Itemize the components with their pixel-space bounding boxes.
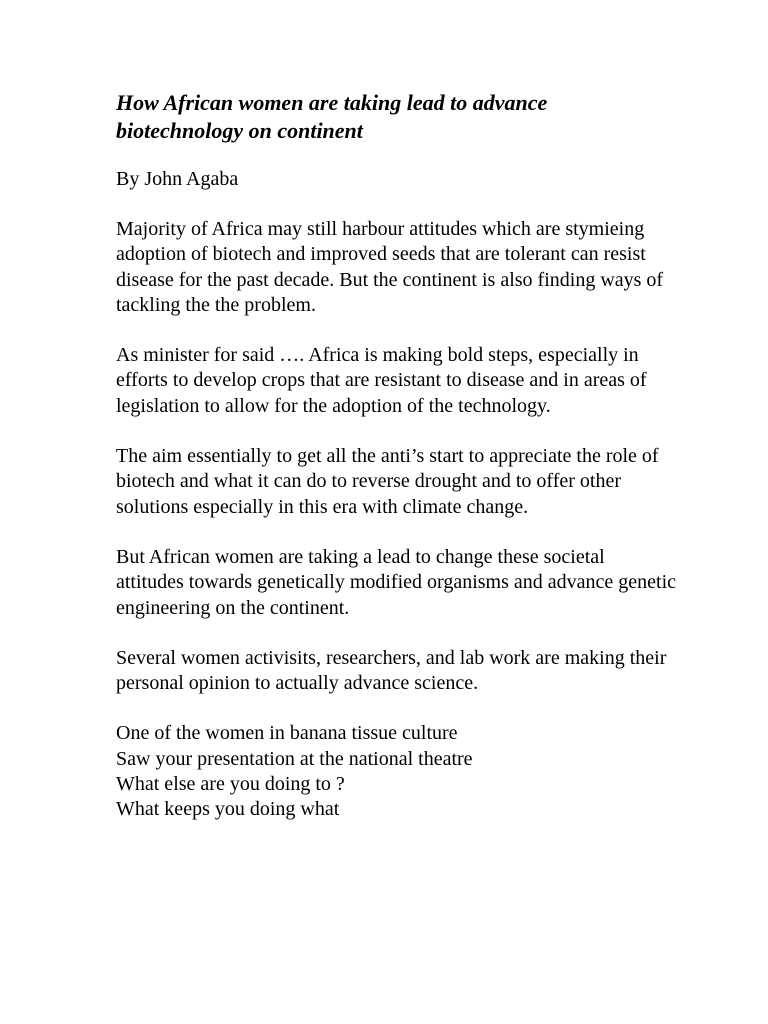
notes-list [116,721,676,822]
paragraph-5: Several women activisits, researchers, and lab work are making their personal opinion to actually advance science. [116,646,667,695]
paragraph-1: Majority of Africa may still harbour attitudes which are stymieing adoption of biotech and improved seeds that are tolerant can resist disease for the past decade. But the continent is also finding ways of tackling the the problem. [116,218,664,316]
note-line: Saw your presentation at the national theatre [116,747,473,770]
paragraph-3: The aim essentially to get all the anti’s start to appreciate the role of biotech and what it can do to reverse drought and to offer other solutions especially in this era with climate change. [116,445,659,518]
note-line: What keeps you doing what [116,798,340,821]
note-line: What else are you doing to ? [116,773,345,796]
article-title: How African women are taking lead to advance biotechnology on continent [116,90,548,143]
document-page [116,89,676,823]
article-byline: By John Agaba [116,168,239,190]
note-line: One of the women in banana tissue culture [116,722,458,745]
paragraph-2: As minister for said …. Africa is making bold steps, especially in efforts to develop crops that are resistant to disease and in areas of legislation to allow for the adoption of the technology. [116,344,647,417]
paragraph-4: But African women are taking a lead to change these societal attitudes towards genetically modified organisms and advance genetic engineering on the continent. [116,545,677,619]
